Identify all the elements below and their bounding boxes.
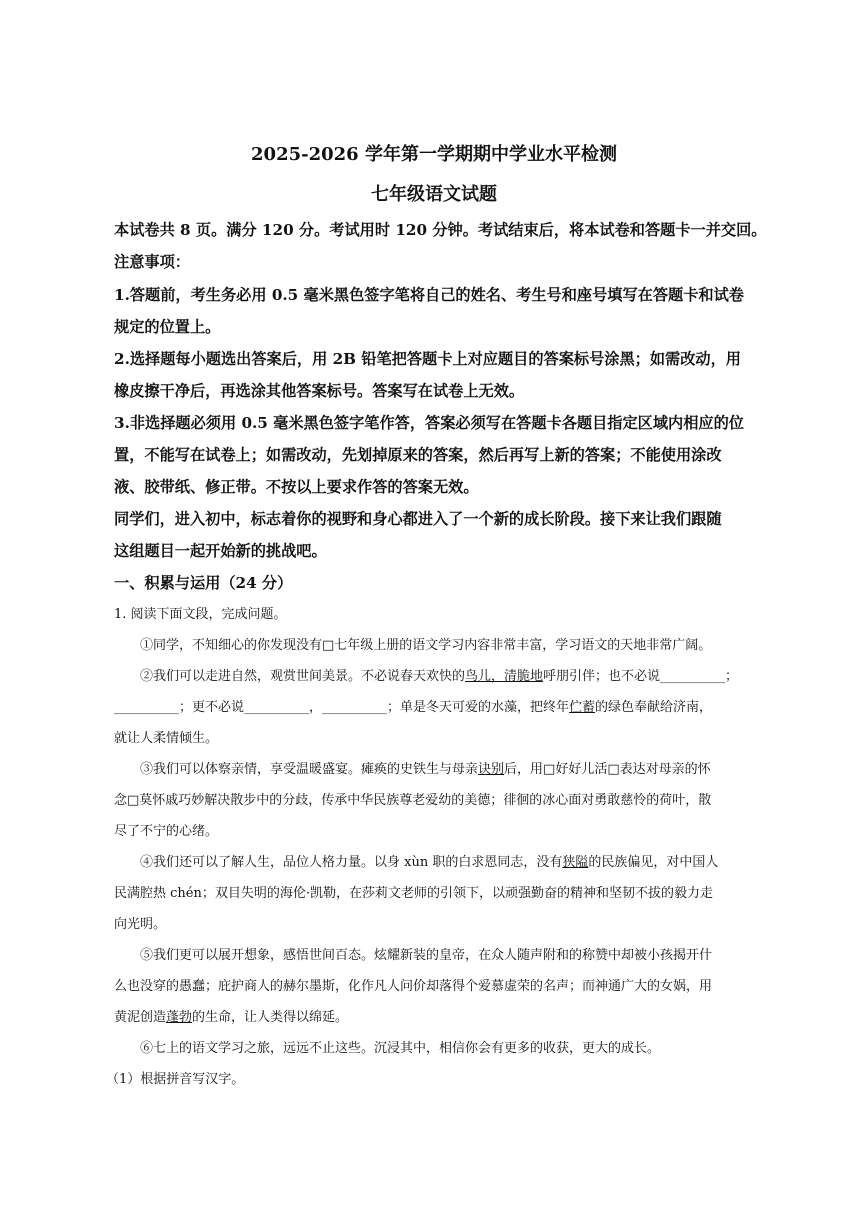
paragraph-2-cont — [114, 692, 764, 723]
notice-item-2-cont: 橡皮擦干净后，再选涂其他答案标号。答案写在试卷上无效。 — [114, 382, 525, 400]
underlined-text: 伫蓄 — [569, 700, 596, 715]
paragraph-2 — [114, 661, 790, 692]
paragraph-3 — [114, 754, 790, 785]
text-span: 的民族偏见，对中国人 — [588, 855, 719, 870]
text-span: 呼朋引伴；也不必说 — [543, 669, 661, 684]
text-span: 后，用□好好儿活□表达对母亲的怀 — [504, 762, 711, 777]
paragraph-5-cont — [114, 1002, 764, 1033]
text-span: ③我们可以体察亲情，享受温暖盛宴。瘫痪的史铁生与母亲 — [140, 762, 479, 777]
text-span: ④我们还可以了解人生，品位人格力量。以身 xùn 职的白求恩同志，没有 — [140, 855, 563, 870]
paragraph-3-cont: 尽了不宁的心绪。 — [114, 824, 219, 839]
paragraph-2-cont: 就让人柔情倾生。 — [114, 731, 219, 746]
section-heading: 一、积累与运用（24 分） — [114, 574, 293, 592]
paragraph-4-cont: 民满腔热 chén；双目失明的海伦·凯勒，在莎莉文老师的引领下，以顽强勤奋的精神和坚韧不拔的毅力走 — [114, 886, 713, 901]
exam-subtitle: 七年级语文试题 — [371, 184, 497, 205]
paragraph-5: ⑤我们更可以展开想象，感悟世间百态。炫耀新装的皇帝，在众人随声附和的称赞中却被小孩揭开什 — [140, 948, 713, 963]
notice-item-3-cont: 液、胶带纸、修正带。不按以上要求作答的答案无效。 — [114, 478, 479, 496]
paragraph-4-cont: 向光明。 — [114, 917, 167, 932]
notice-item-1-cont: 规定的位置上。 — [114, 318, 221, 336]
notice-item-1: 1.答题前，考生务必用 0.5 毫米黑色签字笔将自己的姓名、考生号和座号填写在答题卡和试卷 — [114, 286, 744, 304]
notice-item-2: 2.选择题每小题选出答案后，用 2B 铅笔把答题卡上对应题目的答案标号涂黑；如需改动，用 — [114, 350, 741, 368]
underlined-text: 狭隘 — [562, 855, 589, 870]
underlined-text: 诀别 — [478, 762, 505, 777]
greeting-line-cont: 这组题目一起开始新的挑战吧。 — [114, 542, 327, 560]
notice-item-3-cont: 置，不能写在试卷上；如需改动，先划掉原来的答案，然后再写上新的答案；不能使用涂改 — [114, 446, 722, 464]
paragraph-5-cont: 么也没穿的愚蠢；庇护商人的赫尔墨斯，化作凡人问价却落得个爱慕虚荣的名声；而神通广大的女娲，用 — [114, 979, 713, 994]
notice-heading: 注意事项： — [114, 253, 190, 271]
paragraph-6: ⑥七上的语文学习之旅，远远不止这些。沉浸其中，相信你会有更多的收获，更大的成长。 — [140, 1041, 661, 1056]
paragraph-3-cont: 念□莫怀戚巧妙解决散步中的分歧，传承中华民族尊老爱幼的美德；徘徊的冰心面对勇敢慈怜的荷叶，散 — [114, 793, 712, 808]
underlined-text: 鸟儿，清脆地 — [465, 669, 544, 684]
exam-title: 2025-2026 学年第一学期期中学业水平检测 — [251, 144, 617, 165]
text-span: 的绿色奉献给济南， — [595, 700, 713, 715]
intro-line: 本试卷共 8 页。满分 120 分。考试用时 120 分钟。考试结束后，将本试卷和答题卡一并交回。 — [114, 221, 767, 239]
text-span: __________；更不必说__________，__________；单是冬天可爱的水藻，把终年 — [114, 700, 570, 715]
sub-question-1: （1）根据拼音写汉字。 — [106, 1072, 245, 1087]
underlined-text: 蓬勃 — [166, 1010, 193, 1025]
question-prompt: 1. 阅读下面文段，完成问题。 — [114, 607, 287, 622]
answer-blank: __________； — [660, 669, 739, 684]
text-span: 黄泥创造 — [114, 1010, 167, 1025]
text-span: ②我们可以走进自然，观赏世间美景。不必说春天欢快的 — [140, 669, 466, 684]
paragraph-4 — [114, 847, 790, 878]
paragraph-1: ①同学，不知细心的你发现没有□七年级上册的语文学习内容非常丰富，学习语文的天地非常广阔。 — [140, 638, 712, 653]
greeting-line: 同学们，进入初中，标志着你的视野和身心都进入了一个新的成长阶段。接下来让我们跟随 — [114, 510, 722, 528]
text-span: 的生命，让人类得以绵延。 — [192, 1010, 349, 1025]
notice-item-3: 3.非选择题必须用 0.5 毫米黑色签字笔作答，答案必须写在答题卡各题目指定区域内相应的位 — [114, 414, 744, 432]
